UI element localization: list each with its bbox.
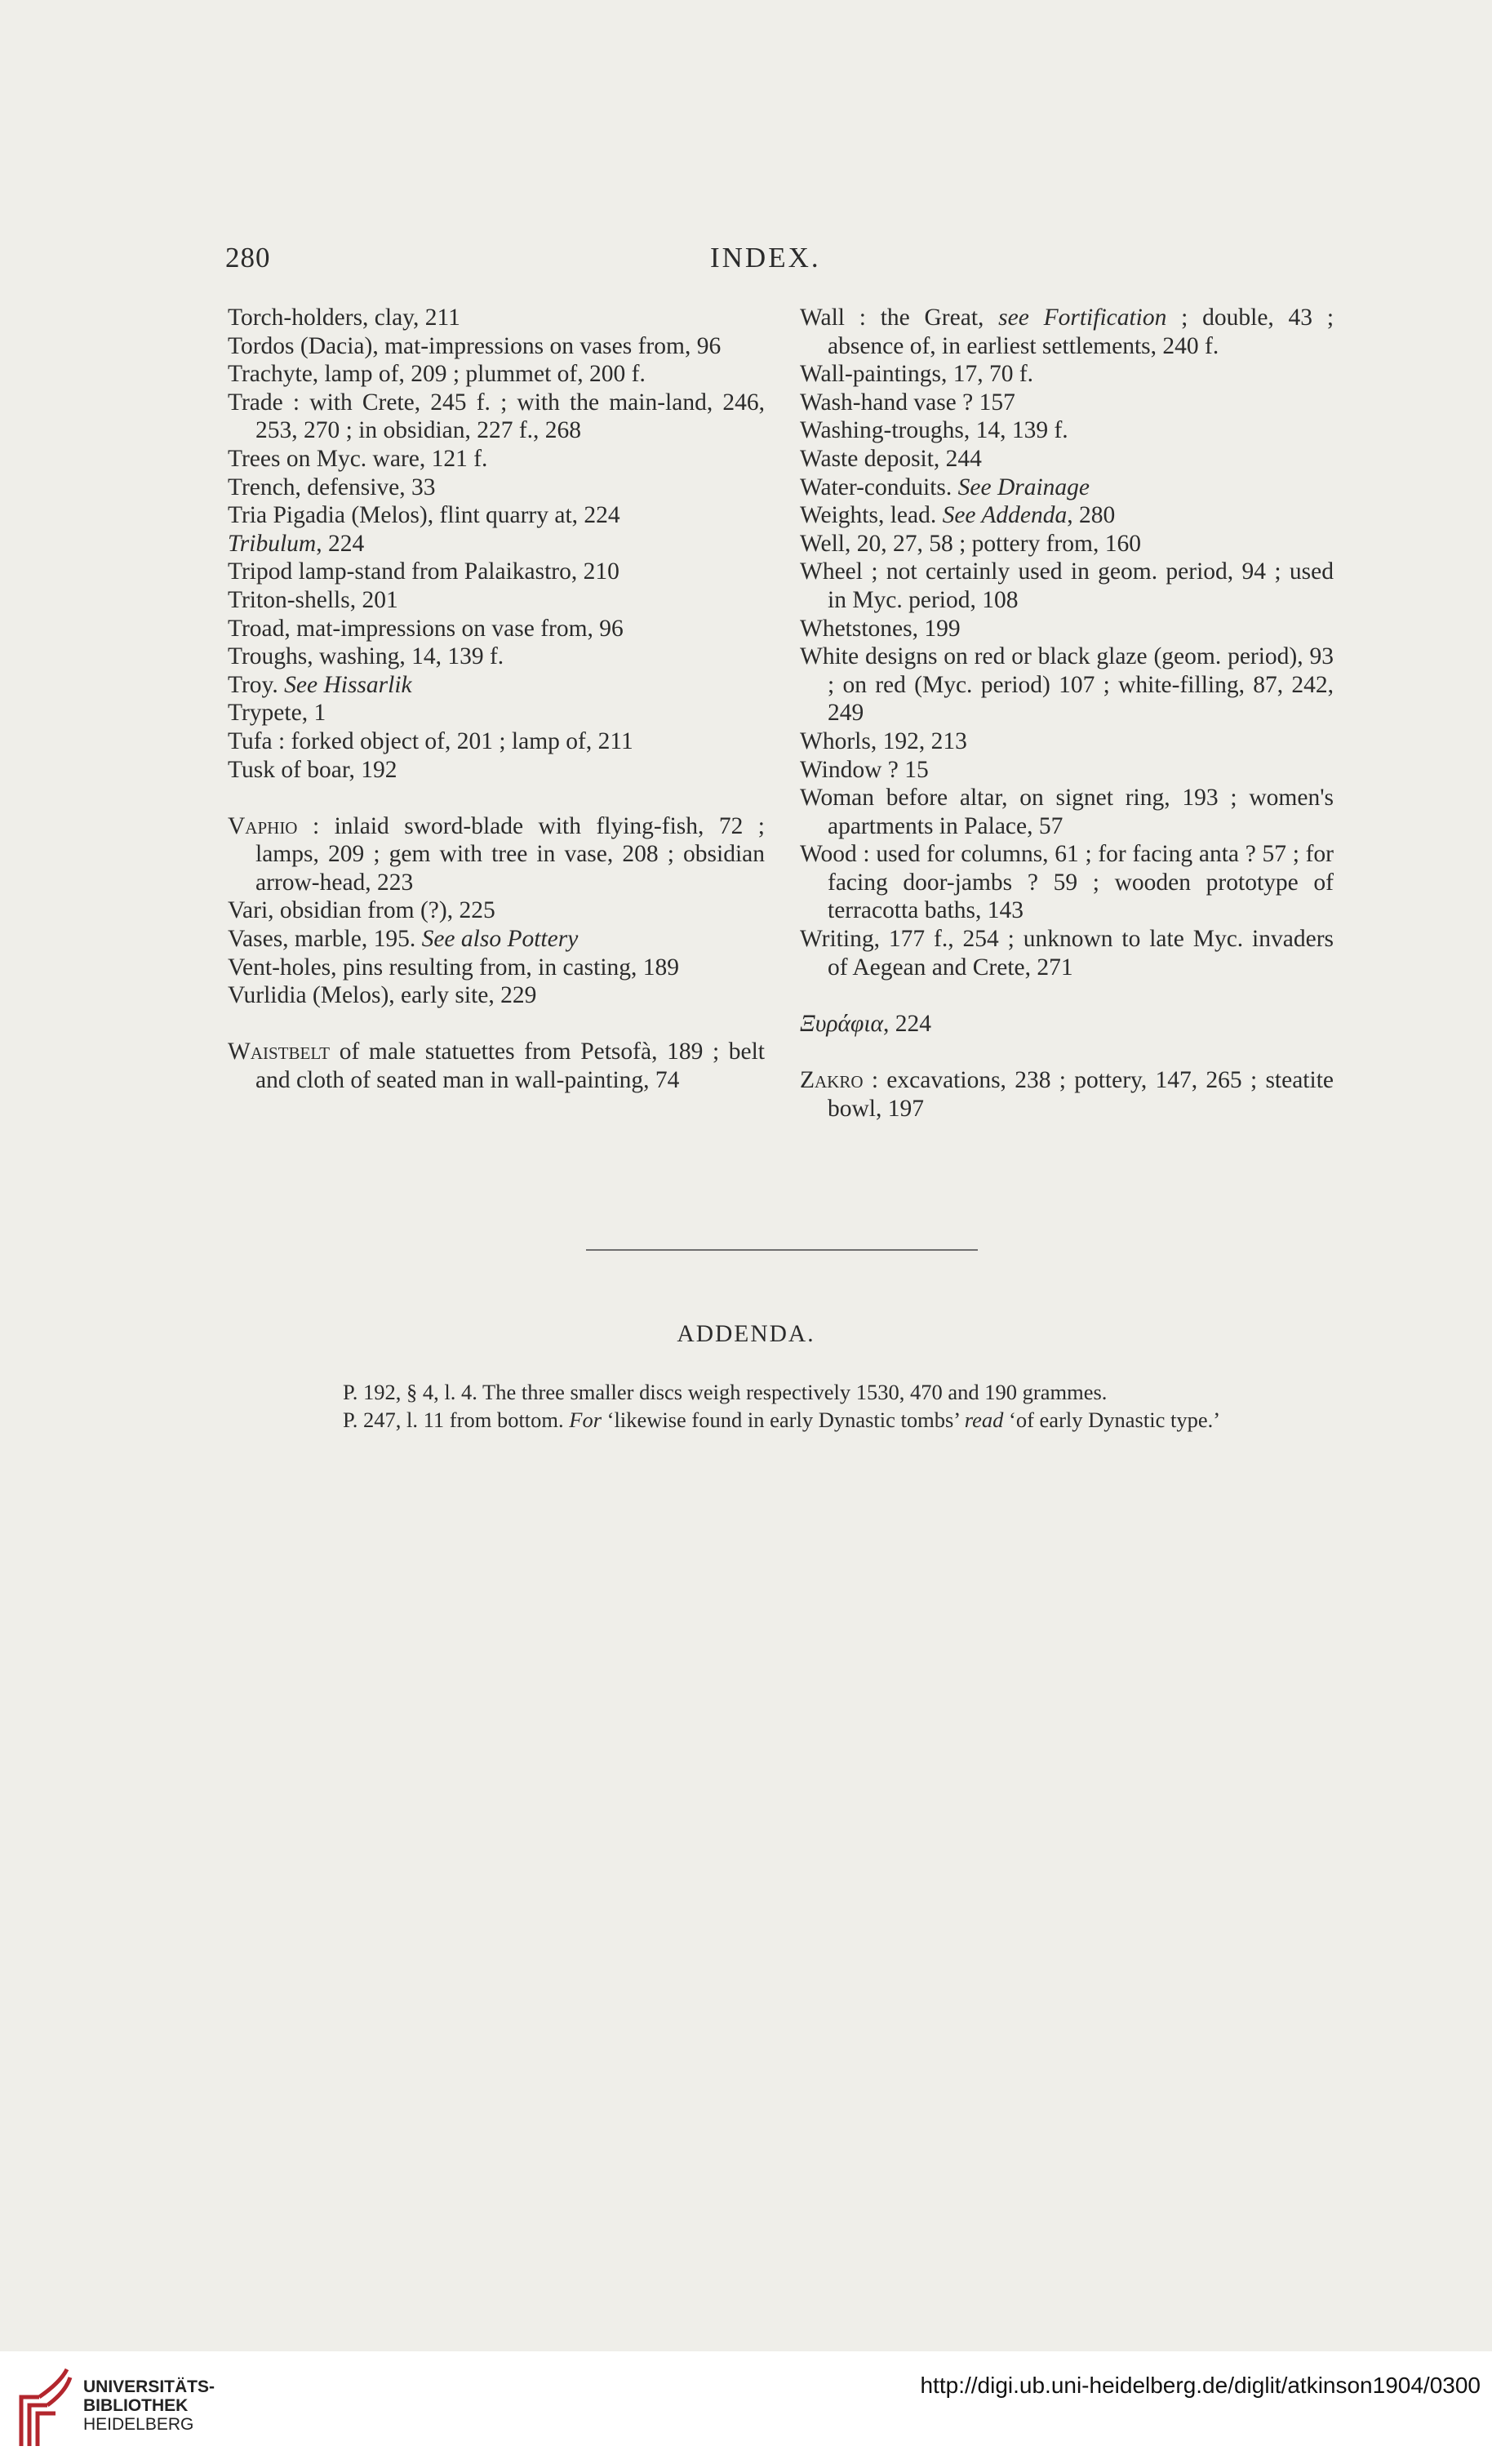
library-name (83, 2377, 215, 2434)
entry-text: Ξυράφια (800, 1010, 884, 1037)
index-entry (228, 925, 765, 954)
index-entry (800, 727, 1334, 756)
index-entry (228, 501, 765, 530)
entry-text: ‘likewise found in early Dynastic tombs’ (602, 1408, 965, 1432)
entry-text: of male statuettes from Petsofà, 189 ; belt and cloth of seated man in wall-painting, 74 (255, 1039, 765, 1094)
index-entry (800, 925, 1334, 981)
entry-text: P. 192, § 4, l. 4. The three smaller discs weigh respectively 1530, 470 and 190 grammes. (343, 1380, 1108, 1404)
index-entry (228, 727, 765, 756)
index-entry (228, 615, 765, 643)
entry-text: Vaphio (228, 812, 298, 839)
index-entry (228, 389, 765, 445)
entry-text: Well, 20, 27, 58 ; pottery from, 160 (800, 530, 1141, 557)
running-title: INDEX. (710, 242, 821, 274)
library-logo-icon (15, 2366, 73, 2449)
index-entry (800, 784, 1334, 840)
index-column-left (228, 304, 765, 1095)
entry-spacer (228, 784, 765, 812)
index-entry (228, 699, 765, 727)
index-entry (800, 643, 1334, 727)
entry-text: , 224 (883, 1010, 932, 1037)
entry-text: Torch-holders, clay, 211 (228, 305, 460, 331)
addenda-item (343, 1406, 1310, 1434)
entry-text: Whorls, 192, 213 (800, 727, 967, 754)
entry-text: Tribulum (228, 530, 317, 557)
section-divider (586, 1249, 978, 1251)
entry-text: , 280 (1067, 502, 1116, 529)
entry-text: , 224 (316, 530, 365, 557)
entry-text: See also Pottery (421, 926, 579, 953)
index-entry (800, 530, 1334, 558)
index-entry (228, 756, 765, 785)
index-entry (800, 304, 1334, 360)
entry-text: read (964, 1408, 1004, 1432)
entry-text: Vent-holes, pins resulting from, in casting, 189 (228, 954, 680, 981)
entry-text: Waste deposit, 244 (800, 445, 982, 472)
entry-text: Vases, marble, 195. (228, 926, 422, 953)
entry-text: Wall-paintings, 17, 70 f. (800, 361, 1034, 388)
entry-text: See Addenda (942, 502, 1068, 529)
entry-text: Tripod lamp-stand from Palaikastro, 210 (228, 558, 619, 585)
index-entry (800, 1010, 1334, 1039)
entry-text: For (569, 1408, 602, 1432)
library-name-line3: HEIDELBERG (83, 2415, 194, 2434)
entry-text: Trench, defensive, 33 (228, 474, 436, 500)
index-entry (228, 896, 765, 925)
entry-text: : inlaid sword-blade with flying-fish, 72 ; lamps, 209 ; gem with tree in vase, 208 ; obsidian arrow-head, 223 (255, 812, 765, 896)
entry-text: ; double, 43 ; absence of, in earliest settlements, 240 f. (828, 305, 1334, 359)
entry-spacer (228, 1010, 765, 1039)
entry-text: Tufa : forked object of, 201 ; lamp of, 211 (228, 727, 633, 754)
entry-text: Zakro (800, 1067, 864, 1094)
entry-text: Triton-shells, 201 (228, 586, 398, 613)
entry-text: Trade : with Crete, 245 f. ; with the main-land, 246, 253, 270 ; in obsidian, 227 f., 268 (228, 389, 765, 444)
entry-spacer (800, 981, 1334, 1010)
index-entry (228, 643, 765, 671)
index-entry (228, 304, 765, 332)
entry-text: Trees on Myc. ware, 121 f. (228, 445, 488, 472)
index-entry (228, 1038, 765, 1094)
index-entry (800, 360, 1334, 389)
source-url-link[interactable]: http://digi.ub.uni-heidelberg.de/diglit/atkinson1904/0300 (920, 2373, 1481, 2398)
entry-text: Tria Pigadia (Melos), flint quarry at, 224 (228, 502, 620, 529)
entry-text: Troy. (228, 671, 285, 698)
index-entry (800, 445, 1334, 474)
index-entry (800, 558, 1334, 614)
entry-text: Wood : used for columns, 61 ; for facing anta ? 57 ; for facing door-jambs ? 59 ; wooden prototype of terracotta baths, 143 (800, 841, 1334, 924)
entry-text: Writing, 177 f., 254 ; unknown to late Myc. invaders of Aegean and Crete, 271 (800, 926, 1334, 981)
entry-text: Wheel ; not certainly used in geom. period, 94 ; used in Myc. period, 108 (800, 558, 1334, 613)
entry-text: : excavations, 238 ; pottery, 147, 265 ; steatite bowl, 197 (828, 1067, 1334, 1122)
index-entry (800, 615, 1334, 643)
index-entry (228, 530, 765, 558)
index-entry (228, 474, 765, 502)
entry-text: Troad, mat-impressions on vase from, 96 (228, 615, 624, 642)
entry-text: Wall : the Great, (800, 305, 999, 331)
addenda-title: ADDENDA. (677, 1321, 815, 1347)
entry-text: ‘of early Dynastic type.’ (1003, 1408, 1221, 1432)
index-column-right (800, 304, 1334, 1123)
index-entry (800, 474, 1334, 502)
entry-text: Weights, lead. (800, 502, 943, 529)
entry-text: Window ? 15 (800, 756, 929, 783)
index-entry (800, 1066, 1334, 1123)
addenda-list (343, 1378, 1310, 1434)
index-entry (228, 812, 765, 897)
library-name-line2: BIBLIOTHEK (83, 2396, 189, 2415)
entry-spacer (800, 1038, 1334, 1066)
entry-text: Woman before altar, on signet ring, 193 ; women's apartments in Palace, 57 (800, 785, 1334, 839)
index-entry (800, 416, 1334, 445)
entry-text: Troughs, washing, 14, 139 f. (228, 643, 504, 670)
entry-text: Waistbelt (228, 1039, 331, 1065)
entry-text: White designs on red or black glaze (geom. period), 93 ; on red (Myc. period) 107 ; white-filling, 87, 242, 249 (800, 643, 1334, 727)
index-entry (800, 501, 1334, 530)
entry-text: Trachyte, lamp of, 209 ; plummet of, 200 f. (228, 361, 646, 388)
entry-text: See Drainage (957, 474, 1090, 500)
entry-text: Whetstones, 199 (800, 615, 961, 642)
index-entry (228, 981, 765, 1010)
entry-text: Trypete, 1 (228, 700, 326, 727)
entry-text: Tusk of boar, 192 (228, 756, 397, 783)
index-entry (228, 360, 765, 389)
entry-text: Wash-hand vase ? 157 (800, 389, 1015, 416)
entry-text: See Hissarlik (284, 671, 412, 698)
entry-text: Water-conduits. (800, 474, 958, 500)
index-entry (800, 840, 1334, 925)
index-entry (228, 954, 765, 982)
library-name-line1: UNIVERSITÄTS- (83, 2377, 215, 2396)
entry-text: P. 247, l. 11 from bottom. (343, 1408, 570, 1432)
entry-text: Tordos (Dacia), mat-impressions on vases from, 96 (228, 332, 722, 359)
footer-bar (0, 2351, 1492, 2464)
entry-text: Vurlidia (Melos), early site, 229 (228, 982, 537, 1009)
index-entry (228, 671, 765, 700)
index-entry (228, 586, 765, 615)
index-entry (800, 756, 1334, 785)
index-entry (228, 332, 765, 361)
index-entry (228, 558, 765, 586)
entry-text: Washing-troughs, 14, 139 f. (800, 417, 1068, 444)
entry-text: Vari, obsidian from (?), 225 (228, 897, 495, 924)
page-number: 280 (225, 242, 271, 274)
index-entry (800, 389, 1334, 417)
entry-text: see Fortification (998, 305, 1167, 331)
addenda-item (343, 1378, 1310, 1406)
index-entry (228, 445, 765, 474)
